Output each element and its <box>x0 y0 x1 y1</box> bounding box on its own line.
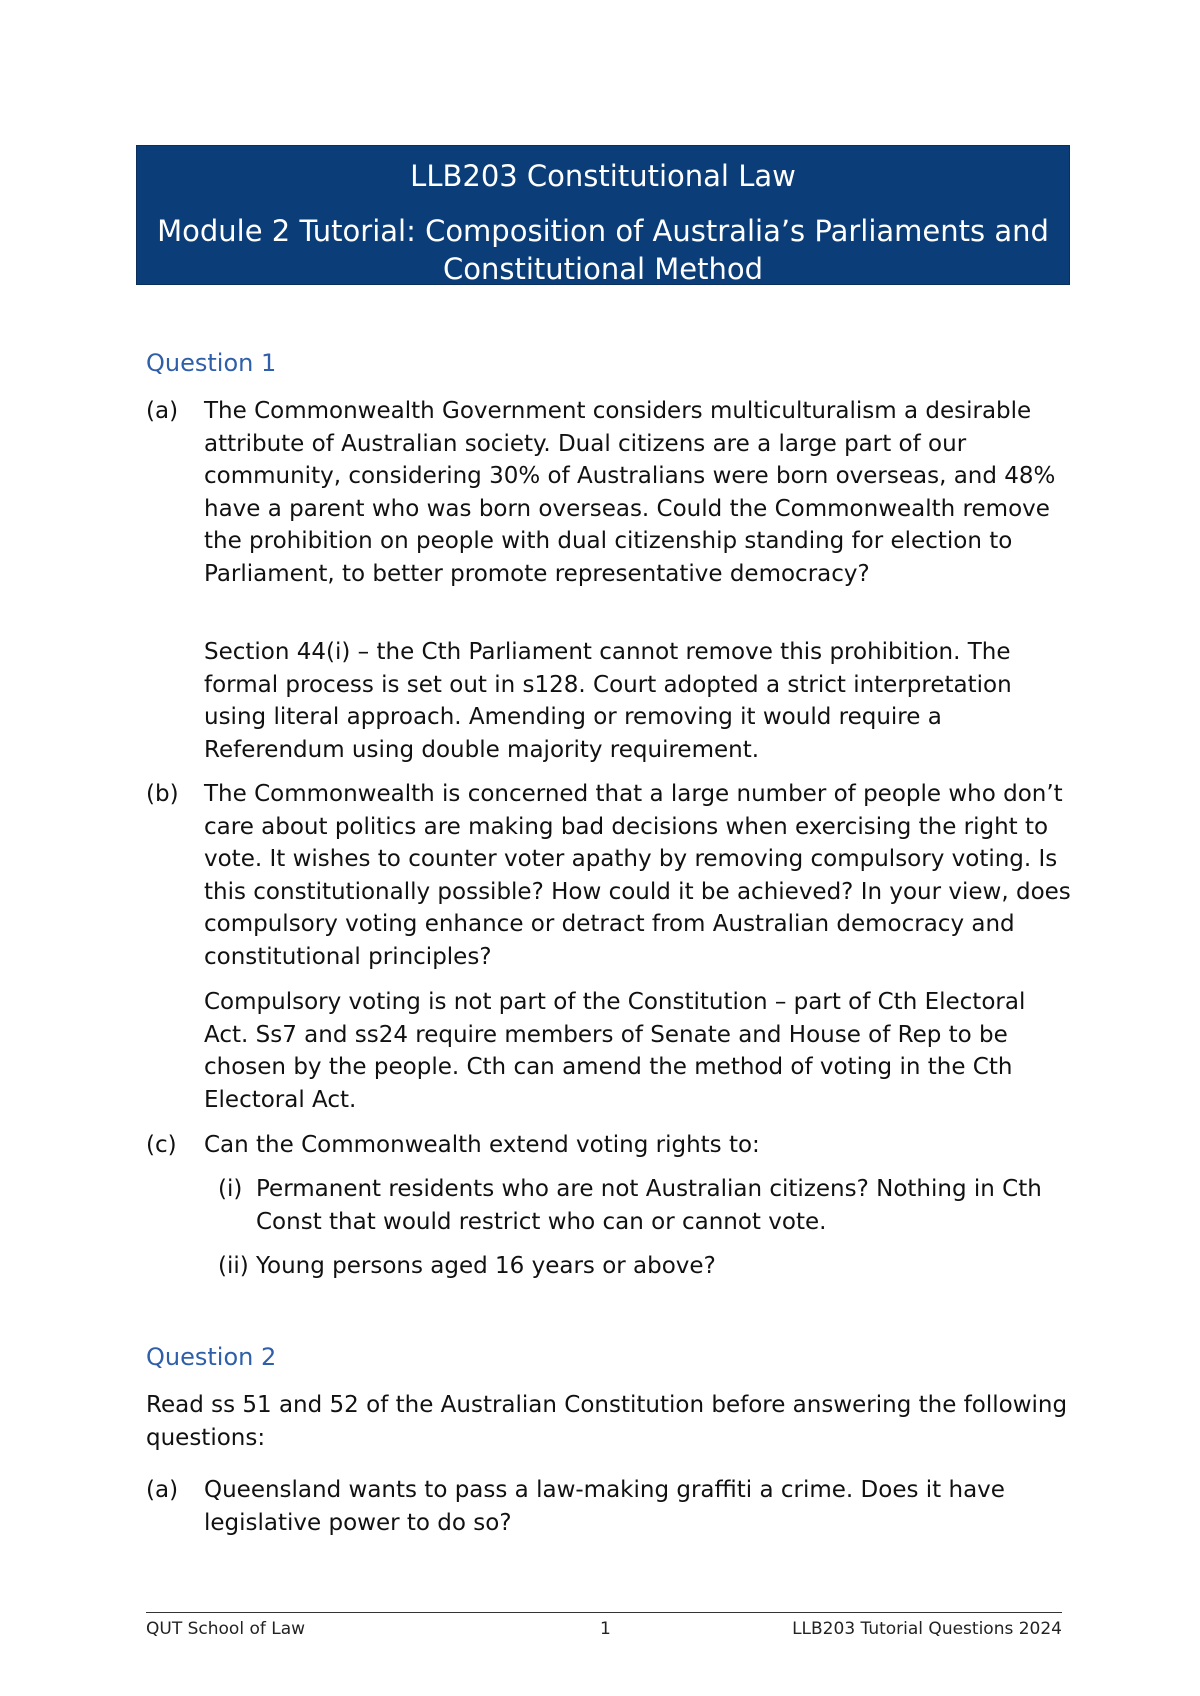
q2-intro: Read ss 51 and 52 of the Australian Constitution before answering the following questions: <box>146 1392 1068 1451</box>
q1-a-question <box>146 395 1076 591</box>
footer-left: QUT School of Law <box>146 1619 306 1639</box>
q1-c-ii <box>218 1250 1076 1283</box>
q1-b-answer: Compulsory voting is not part of the Constitution – part of Cth Electoral Act. Ss7 and ss24 require members of Senate and House of Rep to be chosen by the people. Cth can amend the method of voting in the Cth Electoral Act. <box>204 989 1026 1113</box>
module-title: Module 2 Tutorial: Composition of Australia’s Parliaments and Constitutional Method <box>157 214 1049 286</box>
q1-b-label: (b) <box>146 781 179 807</box>
q2-a-question-text: Queensland wants to pass a law-making graffiti a crime. Does it have legislative power to do so? <box>204 1477 1005 1536</box>
title-box <box>136 145 1070 285</box>
course-title: LLB203 Constitutional Law <box>410 159 796 193</box>
q1-c-question-text: Can the Commonwealth extend voting rights to: <box>204 1132 760 1158</box>
q1-c-i-label: (i) <box>218 1176 243 1202</box>
q1-c-ii-text: Young persons aged 16 years or above? <box>256 1253 716 1279</box>
q1-b-question <box>146 778 1076 974</box>
q1-c-i-text: Permanent residents who are not Australian citizens? Nothing in Cth Const that would restrict who can or cannot vote. <box>256 1176 1042 1235</box>
q1-c-i <box>218 1173 1076 1238</box>
q2-a-label: (a) <box>146 1477 179 1503</box>
question-1-heading: Question 1 <box>146 349 277 377</box>
page-number: 1 <box>600 1619 611 1639</box>
q1-a-question-text: The Commonwealth Government considers multiculturalism a desirable attribute of Australian society. Dual citizens are a large part of our community, considering 30% of Australians were born overseas, and 48% have a parent who was born overseas. Could the Commonwealth remove the prohibition on people with dual citizenship standing for election to Parliament, to better promote representative democracy? <box>204 398 1056 587</box>
q1-a-label: (a) <box>146 398 179 424</box>
q1-b-question-text: The Commonwealth is concerned that a large number of people who don’t care about politics are making bad decisions when exercising the right to vote. It wishes to counter voter apathy by removing compulsory voting. Is this constitutionally possible? How could it be achieved? In your view, does compulsory voting enhance or detract from Australian democracy and constitutional principles? <box>204 781 1071 970</box>
footer-right: LLB203 Tutorial Questions 2024 <box>792 1619 1062 1639</box>
q1-c-ii-label: (ii) <box>218 1253 249 1279</box>
q1-c-question <box>146 1129 1076 1162</box>
q2-a-question <box>146 1474 1076 1539</box>
question-2-heading: Question 2 <box>146 1343 277 1371</box>
q1-c-label: (c) <box>146 1132 177 1158</box>
q1-a-answer: Section 44(i) – the Cth Parliament cannot remove this prohibition. The formal process is set out in s128. Court adopted a strict interpretation using literal approach. Amending or removing it would require a Referendum using double majority requirement. <box>204 639 1012 763</box>
footer-rule <box>146 1612 1062 1613</box>
